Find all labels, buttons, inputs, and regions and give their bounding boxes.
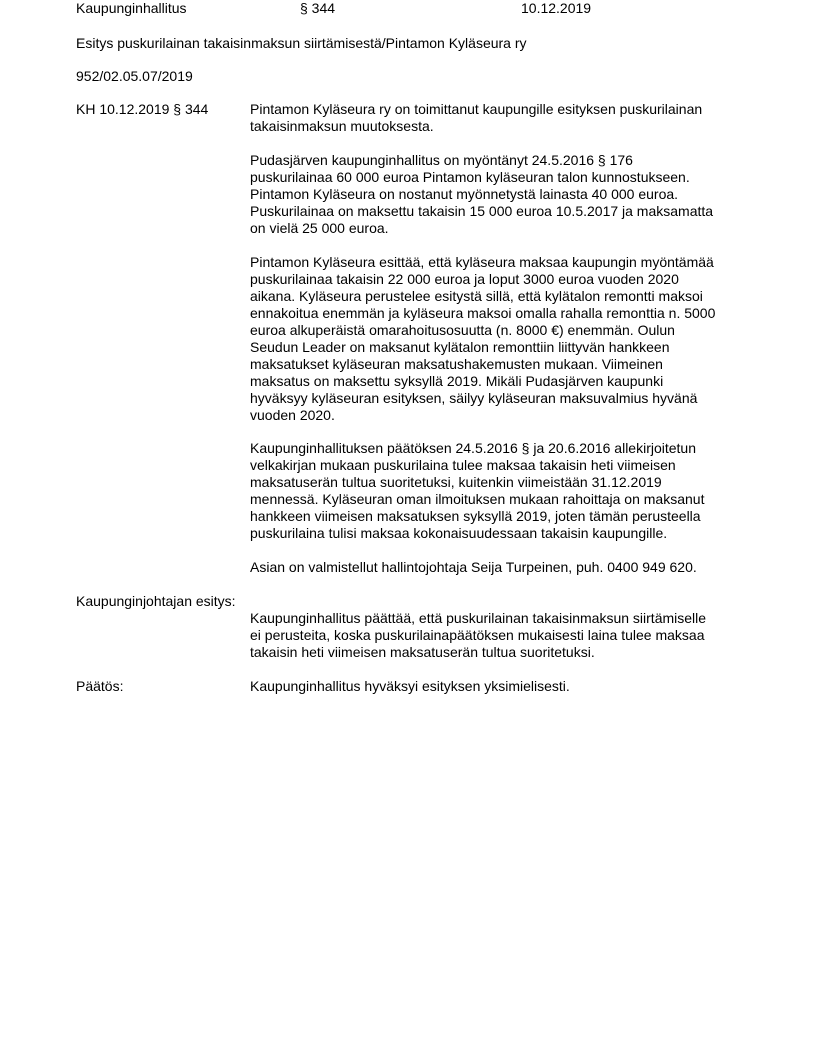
paragraph-line: Kaupunginhallitus päättää, että puskurilainan takaisinmaksun siirtämiselle [250,610,707,626]
paragraph-line: ennakoitua enemmän ja kyläseura maksoi omalla rahalla remonttia n. 5000 [250,305,716,321]
paragraph-line: takaisinmaksun muutoksesta. [250,118,434,134]
paragraph-line: puskurilainaa 60 000 euroa Pintamon kyläseuran talon kunnostukseen. [250,169,690,185]
reference-paragraph-2 [250,152,750,237]
paragraph-line: aikana. Kyläseura perustelee esitystä sillä, että kylätalon remontti maksoi [250,288,703,304]
proposal-text [250,610,750,661]
paragraph-line: Pintamon Kyläseura on nostanut myönnetystä lainasta 40 000 euroa. [250,186,679,202]
paragraph-line: puskurilainaa takaisin 22 000 euroa ja loput 3000 euroa vuoden 2020 [250,271,679,287]
paragraph-line: maksatus on maksettu syksyllä 2019. Mikäli Pudasjärven kaupunki [250,373,664,389]
header-body: Kaupunginhallitus [76,0,187,16]
paragraph-line: Seudun Leader on maksanut kylätalon remonttiin liittyvän hankkeen [250,339,670,355]
paragraph-line: puskurilaina tulisi maksaa kokonaisuudessaan takaisin kaupungille. [250,525,668,541]
reference-paragraph-1 [250,101,750,135]
record-number: 952/02.05.07/2019 [76,68,193,84]
header-section: § 344 [300,0,336,16]
paragraph-line: takaisin heti viimeisen maksatuserän tultua suoritetuksi. [250,644,595,660]
paragraph-line: maksatukset kyläseuran maksatushakemusten mukaan. Viimeinen [250,356,663,372]
paragraph-line: ei perusteita, koska puskurilainapäätöksen mukaisesti laina tulee maksaa [250,627,705,643]
reference-label: KH 10.12.2019 § 344 [76,101,209,117]
paragraph-line: Pudasjärven kaupunginhallitus on myöntänyt 24.5.2016 § 176 [250,152,633,168]
paragraph-line: Kaupunginhallituksen päätöksen 24.5.2016 § ja 20.6.2016 allekirjoitetun [250,440,697,456]
paragraph-line: euroa alkuperäistä omarahoitusosuutta (n. 8000 €) enemmän. Oulun [250,322,675,338]
paragraph-line: mennessä. Kyläseuran oman ilmoituksen mukaan rahoittaja on maksanut [250,491,705,507]
paragraph-line: Pintamon Kyläseura esittää, että kyläseura maksaa kaupungin myöntämää [250,254,714,270]
paragraph-line: Puskurilainaa on maksettu takaisin 15 000 euroa 10.5.2017 ja maksamatta [250,203,714,219]
paragraph-line: hyväksyy kyläseuran esityksen, säilyy kyläseuran maksuvalmius hyvänä [250,390,698,406]
reference-paragraph-3 [250,254,750,424]
paragraph-line: Pintamon Kyläseura ry on toimittanut kaupungille esityksen puskurilainan [250,101,703,117]
decision-text [250,678,750,695]
header-date: 10.12.2019 [521,0,592,16]
document-title: Esitys puskurilainan takaisinmaksun siirtämisestä/Pintamon Kyläseura ry [76,35,527,51]
reference-paragraph-5 [250,559,750,576]
paragraph-line: Asian on valmistellut hallintojohtaja Seija Turpeinen, puh. 0400 949 620. [250,559,697,575]
reference-paragraph-4 [250,440,750,542]
paragraph-line: maksatuserän tultua suoritetuksi, kuitenkin viimeistään 31.12.2019 [250,474,662,490]
paragraph-line: hankkeen viimeisen maksatuksen syksyllä 2019, joten tämän perusteella [250,508,701,524]
paragraph-line: on vielä 25 000 euroa. [250,220,389,236]
paragraph-line: Kaupunginhallitus hyväksyi esityksen yksimielisesti. [250,678,570,694]
paragraph-line: vuoden 2020. [250,407,335,423]
decision-label: Päätös: [76,678,124,694]
paragraph-line: velkakirjan mukaan puskurilaina tulee maksaa takaisin heti viimeisen [250,457,676,473]
proposal-label: Kaupunginjohtajan esitys: [76,593,236,609]
